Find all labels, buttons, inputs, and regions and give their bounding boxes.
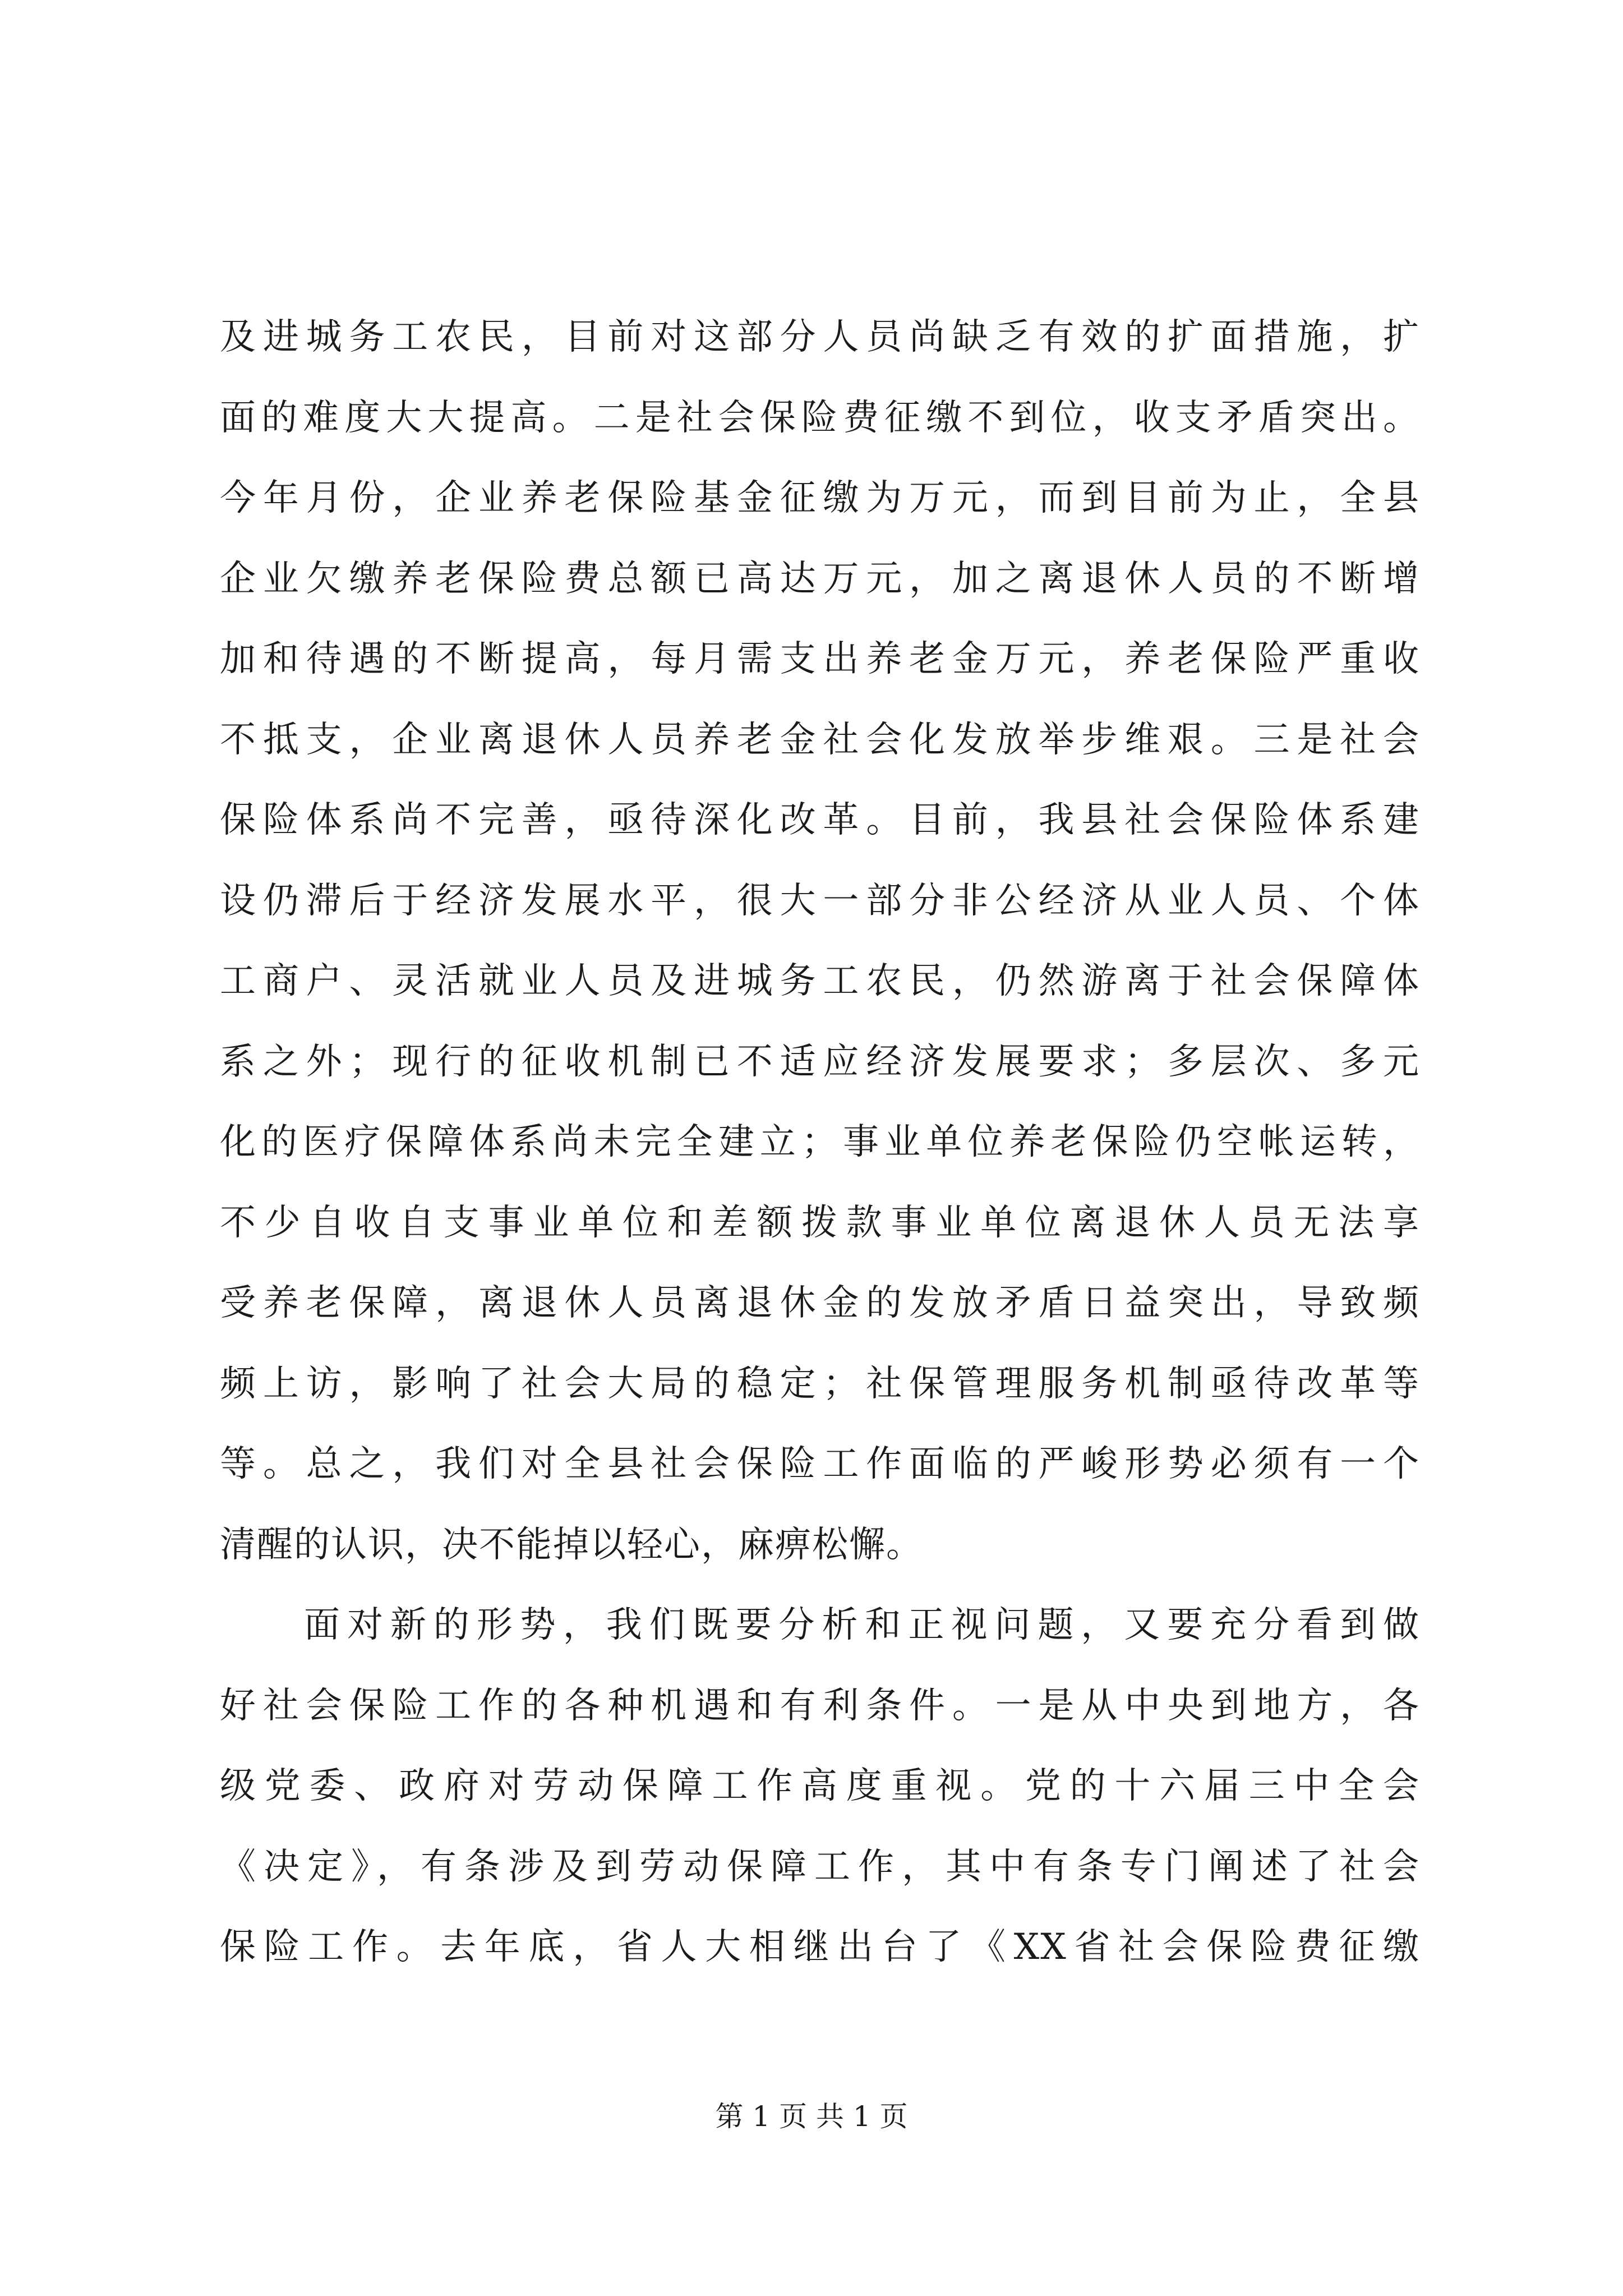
text-line: 保险体系尚不完善，亟待深化改革。目前，我县社会保险体系建 <box>220 799 1420 841</box>
text-line: 今年月份，企业养老保险基金征缴为万元，而到目前为止，全县 <box>220 477 1420 519</box>
text-line: 受养老保障，离退休人员离退休金的发放矛盾日益突出，导致频 <box>220 1282 1420 1324</box>
text-line: 等。总之，我们对全县社会保险工作面临的严峻形势必须有一个 <box>220 1443 1420 1485</box>
text-line: 不少自收自支事业单位和差额拨款事业单位离退休人员无法享 <box>220 1202 1420 1244</box>
text-line: 《决定》，有条涉及到劳动保障工作，其中有条专门阐述了社会 <box>220 1846 1420 1888</box>
text-line: 不抵支，企业离退休人员养老金社会化发放举步维艰。三是社会 <box>220 719 1420 761</box>
text-line: 频上访，影响了社会大局的稳定；社保管理服务机制亟待改革等 <box>220 1363 1420 1405</box>
text-line: 面的难度大大提高。二是社会保险费征缴不到位，收支矛盾突出。 <box>220 397 1420 439</box>
text-line: 工商户、灵活就业人员及进城务工农民，仍然游离于社会保障体 <box>220 960 1420 1002</box>
text-line: 企业欠缴养老保险费总额已高达万元，加之离退休人员的不断增 <box>220 558 1420 600</box>
paragraph-start-line: 面对新的形势，我们既要分析和正视问题，又要充分看到做 <box>304 1604 1420 1646</box>
page-number-footer: 第 1 页 共 1 页 <box>715 2100 908 2133</box>
paragraph-end-line: 清醒的认识，决不能掉以轻心，麻痹松懈。 <box>220 1524 923 1566</box>
text-line: 加和待遇的不断提高，每月需支出养老金万元，养老保险严重收 <box>220 638 1420 680</box>
text-line: 好社会保险工作的各种机遇和有利条件。一是从中央到地方，各 <box>220 1685 1420 1727</box>
text-line: 设仍滞后于经济发展水平，很大一部分非公经济从业人员、个体 <box>220 880 1420 922</box>
text-line: 级党委、政府对劳动保障工作高度重视。党的十六届三中全会 <box>220 1765 1420 1807</box>
text-line: 保险工作。去年底，省人大相继出台了《XX省社会保险费征缴 <box>220 1926 1420 1968</box>
text-line: 系之外；现行的征收机制已不适应经济发展要求；多层次、多元 <box>220 1041 1420 1083</box>
text-line: 及进城务工农民，目前对这部分人员尚缺乏有效的扩面措施，扩 <box>220 316 1420 358</box>
text-line: 化的医疗保障体系尚未完全建立；事业单位养老保险仍空帐运转， <box>220 1121 1420 1163</box>
body-text <box>220 297 1420 1988</box>
